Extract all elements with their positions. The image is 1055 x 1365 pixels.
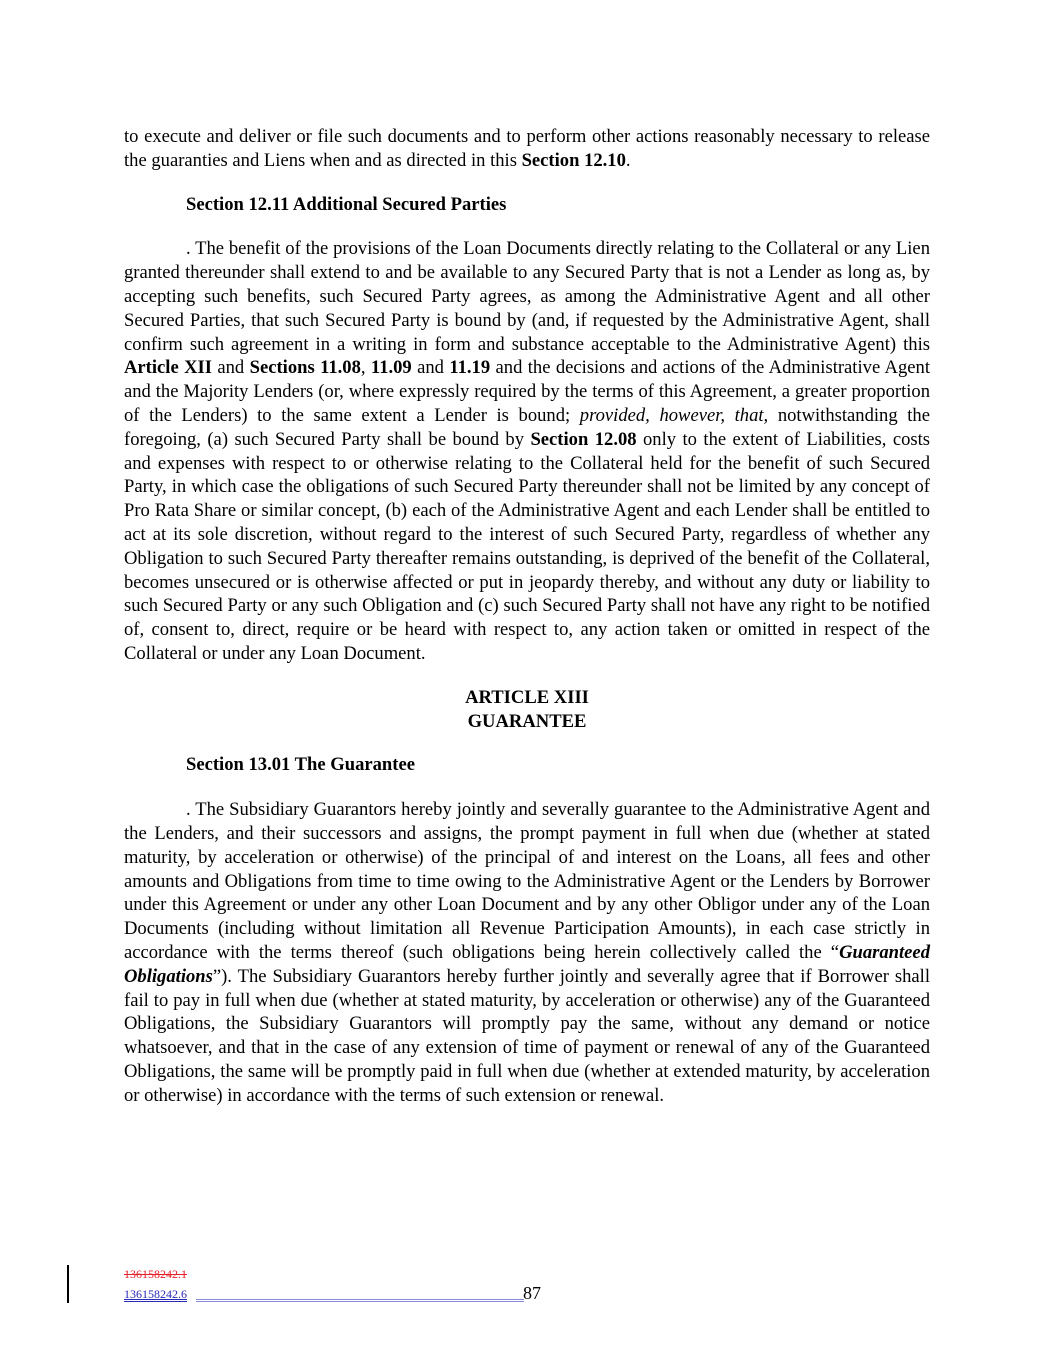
paragraph-text: ”). The Subsidiary Guarantors hereby further jointly and severally agree that if Borrower shall fail to pay in full when due (whether at stated maturity, by acceleration or otherwise) any of the Guaranteed Obligations, the Subsidiary Guarantors will promptly pay the same, without any demand or notice whatsoever, and that in the case of any extension of time of payment or renewal of any of the Guaranteed Obligations, the same will be promptly paid in full when due (whether at extended maturity, by acceleration or otherwise) in accordance with the terms of such extension or renewal.: [124, 965, 930, 1106]
paragraph-text: notwithstanding the foregoing, (a) such Secured Party shall be bound by: [124, 404, 930, 450]
section-13-01-body: [124, 798, 930, 1107]
section-13-01-heading: Section 13.01 The Guarantee: [186, 754, 415, 776]
section-reference: Section 12.10: [521, 149, 626, 171]
page-number: 87: [523, 1283, 541, 1303]
footer-doc-id-deleted: 136158242.1: [124, 1267, 187, 1281]
section-reference: 11.19: [449, 357, 491, 379]
section-reference: Sections 11.08: [249, 357, 361, 379]
paragraph-text: ,: [360, 357, 371, 379]
paragraph-text: only to the extent of Liabilities, costs and expenses with respect to or otherwise relating to the Collateral held for the benefit of such Secured Party, in which case the obligations of such Secured Party thereunder shall not be limited by any concept of Pro Rata Share or similar concept, (b) each of the Administrative Agent and each Lender shall be entitled to act at its sole discretion, without regard to the interest of such Secured Party, regardless of whether any Obligation to such Secured Party thereafter remains outstanding, is deprived of the benefit of the Collateral, becomes unsecured or is otherwise affected or put in jeopardy thereby, and without any duty or liability to such Secured Party or any such Obligation and (c) such Secured Party shall not have any right to be notified of, consent to, direct, require or be heard with respect to, any action taken or omitted in respect of the Collateral or under any Loan Document.: [124, 428, 931, 664]
footer-doc-id-inserted: 136158242.6: [124, 1287, 187, 1301]
document-page: [124, 125, 930, 1107]
section-12-11-heading: Section 12.11 Additional Secured Parties: [186, 193, 507, 215]
proviso-text: provided, however, that,: [579, 404, 769, 426]
section-reference: Section 12.08: [530, 428, 637, 450]
paragraph-text: to execute and deliver or file such documents and to perform other actions reasonably necessary to release the guaranties and Liens when and as directed in this: [124, 126, 930, 171]
opening-paragraph: [124, 125, 930, 173]
paragraph-text: and: [411, 357, 450, 379]
paragraph-text: . The benefit of the provisions of the Loan Documents directly relating to the Collateral or any Lien granted thereunder shall extend to and be available to any Secured Party that is not a Lender as long as, by accepting such benefits, such Secured Party agrees, as among the Administrative Agent and all other Secured Parties, that such Secured Party is bound by (and, if requested by the Administrative Agent, shall confirm such agreement in a writing in form and substance acceptable to the Administrative Agent) this: [124, 238, 930, 355]
article-reference: Article XII: [124, 357, 212, 379]
footer-inserted-rule: [196, 1299, 524, 1302]
article-13-subtitle: GUARANTEE: [467, 710, 587, 732]
footer-doc-id-row: [124, 1285, 524, 1301]
section-12-11-body: [124, 237, 930, 665]
section-reference: 11.09: [370, 357, 412, 379]
defined-term: Guaranteed Obligations: [124, 941, 930, 987]
revision-change-bar: [67, 1265, 69, 1303]
paragraph-text: .: [625, 149, 631, 171]
article-13-title: ARTICLE XIII: [465, 686, 589, 708]
paragraph-text: and the decisions and actions of the Administrative Agent and the Majority Lenders (or, where expressly required by the terms of this Agreement, a greater proportion of the Lenders) to the same extent a Lender is bound;: [124, 357, 930, 426]
paragraph-text: . The Subsidiary Guarantors hereby jointly and severally guarantee to the Administrative Agent and the Lenders, and their successors and assigns, the prompt payment in full when due (whether at stated maturity, by acceleration or otherwise) of the principal of and interest on the Loans, all fees and other amounts and Obligations from time to time owing to the Administrative Agent or the Lenders by Borrower under this Agreement or under any other Loan Document and by any other Obligor under any of the Loan Documents (including without limitation all Revenue Participation Amounts), in each case strictly in accordance with the terms thereof (such obligations being herein collectively called the “: [124, 799, 930, 963]
paragraph-text: and: [212, 357, 250, 379]
